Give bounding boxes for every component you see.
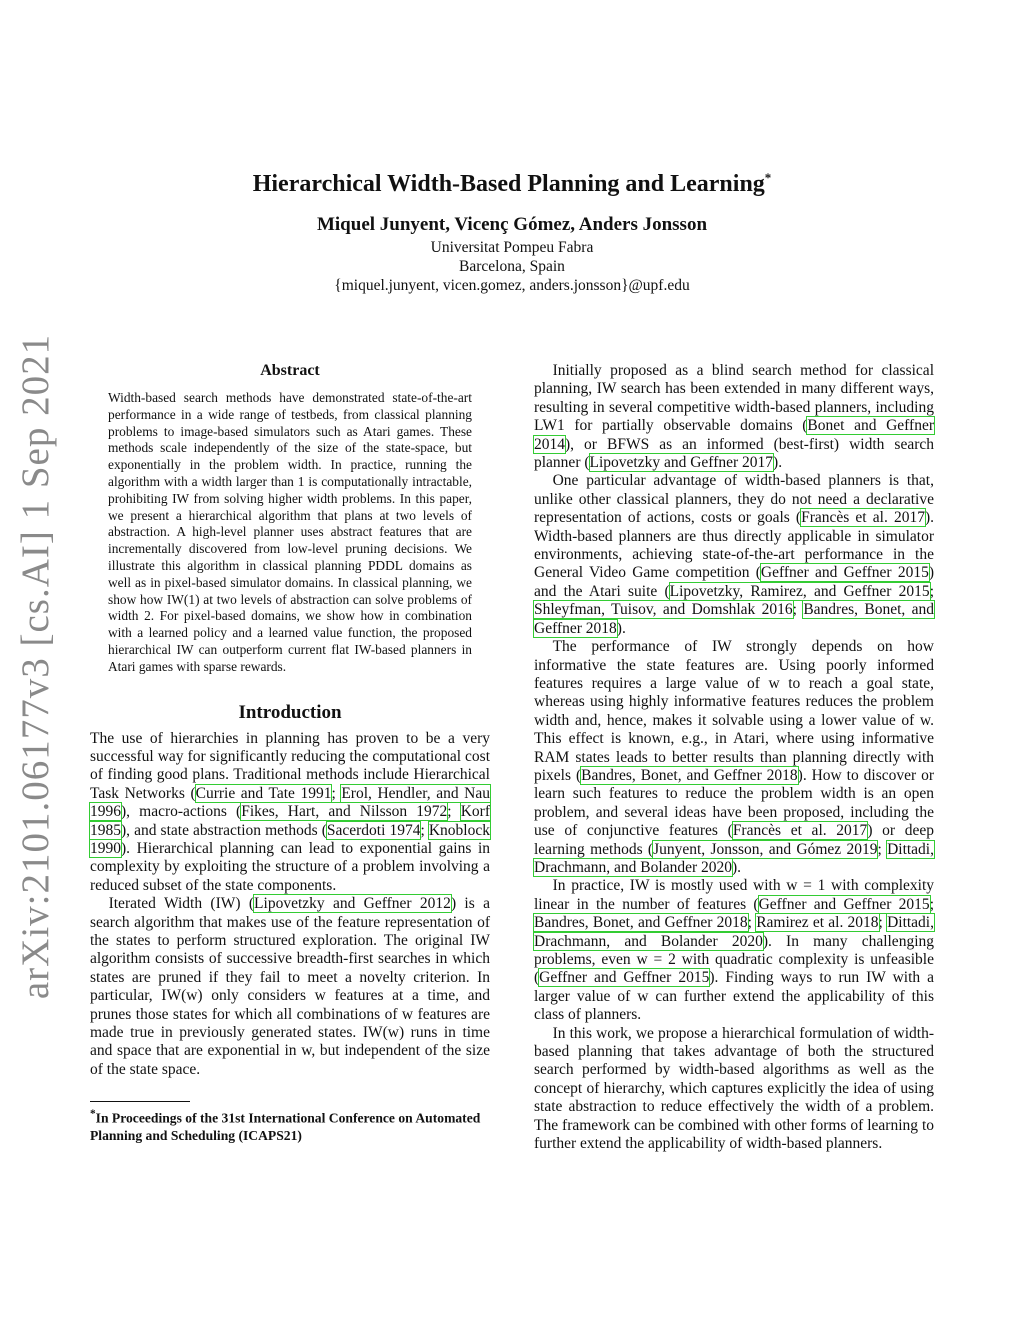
text-run: ; xyxy=(420,821,429,839)
introduction-heading: Introduction xyxy=(238,701,342,723)
text-run: The use of hierarchies in planning has proven to be a very successful way for significantly reducing the computational cost of finding good plans. Traditional methods include Hierarchical Task Networks ( xyxy=(90,729,490,802)
right-paragraph-1 xyxy=(534,362,934,472)
text-run: ). Hierarchical planning can lead to exponential gains in complexity by exploiting the structure of a problem involving a reduced subset of the state components. xyxy=(90,839,490,894)
author-emails: {miquel.junyent, vicen.gomez, anders.jonsson}@upf.edu xyxy=(334,277,690,294)
text-run: The performance of IW strongly depends on how informative the state features are. Using poorly informed features requires a large value of w to reach a goal state, whereas using highly informative features reduces the problem width and, hence, makes it solvable using a lower value of w. This effect is known, e.g., in Atari, where using informative RAM states leads to better results than planning directly with pixels ( xyxy=(534,638,934,784)
text-run: ) or deep learning methods ( xyxy=(534,822,935,858)
citation-link[interactable]: Sacerdoti 1974 xyxy=(326,821,421,839)
citation-link[interactable]: Lipovetzky and Geffner 2012 xyxy=(254,895,451,913)
citation-link[interactable]: Dittadi, Drachmann, and Bolander 2020 xyxy=(534,914,934,950)
text-run: ). xyxy=(773,454,783,472)
right-paragraph-4 xyxy=(534,877,934,1024)
affiliation-location: Barcelona, Spain xyxy=(459,258,565,275)
text-run: ; xyxy=(878,914,888,932)
text-run: ). xyxy=(732,858,742,876)
citation-link[interactable]: Fikes, Hart, and Nilsson 1972 xyxy=(241,803,448,821)
citation-link[interactable]: Geffner and Geffner 2015 xyxy=(539,969,710,987)
paper-title xyxy=(0,160,1024,202)
text-run: ; xyxy=(929,582,934,600)
citation-link[interactable]: Lipovetzky and Geffner 2017 xyxy=(589,454,774,472)
paper-header xyxy=(0,160,1024,295)
left-column xyxy=(90,362,490,1144)
right-paragraph-2 xyxy=(534,472,934,638)
text-run: ). xyxy=(616,619,626,637)
abstract-heading: Abstract xyxy=(260,362,320,379)
title-footnote-mark: * xyxy=(764,170,772,185)
text-run: ). In many challenging problems, even w = 2 with quadratic complexity is unfeasible ( xyxy=(534,932,934,987)
citation-link[interactable]: Bandres, Bonet, and Geffner 2018 xyxy=(534,601,934,637)
footnote-mark: * xyxy=(90,1108,96,1121)
citation-link[interactable]: Erol, Hendler, and Nau 1996 xyxy=(90,784,490,821)
citation-link[interactable]: Bandres, Bonet, and Geffner 2018 xyxy=(534,914,748,932)
text-run: In practice, IW is mostly used with w = 1 with complexity linear in the number of features ( xyxy=(534,877,934,913)
citation-link[interactable]: Knoblock 1990 xyxy=(90,821,490,857)
citation-link[interactable]: Lipovetzky, Ramirez, and Geffner 2015 xyxy=(669,582,930,600)
paper-title-text: Hierarchical Width-Based Planning and Learning xyxy=(252,171,765,197)
citation-link[interactable]: Shleyfman, Tuisov, and Domshlak 2016 xyxy=(534,601,793,619)
text-run: ), or BFWS as an informed (best-first) width search planner ( xyxy=(534,435,934,472)
citation-link[interactable]: Currie and Tate 1991 xyxy=(195,784,332,802)
abstract-text: Width-based search methods have demonstrated state-of-the-art performance in a wide range of testbeds, from classical planning problems to image-based simulators such as Atari games. These methods scale independently of the size of the state-space, but exponentially in the problem width. In practice, running the algorithm with a width larger than 1 is computationally intractable, prohibiting IW from solving higher width problems. In this paper, we present a hierarchical algorithm that plans at two levels of abstraction. A high-level planner uses abstract features that are incrementally discovered from low-level pruning decisions. We illustrate this algorithm in classical planning PDDL domains as well as in pixel-based simulator domains. In classical planning, we show how IW(1) at two levels of abstraction can solve problems of width 2. For pixel-based domains, we show how in combination with a learned policy and a learned value function, the proposed hierarchical IW can outperform current flat IW-based planners in Atari games with sparse rewards. xyxy=(108,390,472,674)
citation-link[interactable]: Junyent, Jonsson, and Gómez 2019 xyxy=(653,840,878,858)
intro-paragraph-1 xyxy=(90,730,490,896)
footnote xyxy=(90,1106,490,1144)
citation-link[interactable]: Francès et al. 2017 xyxy=(732,822,868,840)
arxiv-side-stamp xyxy=(12,333,60,999)
affiliation-institution: Universitat Pompeu Fabra xyxy=(430,239,594,256)
citation-link[interactable]: Francès et al. 2017 xyxy=(801,509,925,527)
citation-link[interactable]: Bandres, Bonet, and Geffner 2018 xyxy=(581,766,798,784)
arxiv-identifier: arXiv:2101.06177v3 [cs.AI] 1 Sep 2021 xyxy=(14,333,58,999)
text-run: ), macro-actions ( xyxy=(121,803,242,821)
text-run: ). How to discover or learn such features to reduce the problem width is an open problem, and several ideas have been proposed, including the use of conjunctive features ( xyxy=(534,766,934,840)
citation-link[interactable]: Ramirez et al. 2018 xyxy=(756,914,879,932)
footnote-divider xyxy=(90,1101,190,1102)
citation-link[interactable]: Geffner and Geffner 2015 xyxy=(760,564,929,582)
right-paragraph-5 xyxy=(534,1025,934,1154)
text-run: ), and state abstraction methods ( xyxy=(121,821,327,839)
text-run: ). Finding ways to run IW with a larger value of w can further extend the applicability of this class of planners. xyxy=(534,969,934,1024)
text-run: ; xyxy=(877,840,888,858)
citation-link[interactable]: Geffner and Geffner 2015 xyxy=(758,895,930,913)
right-column xyxy=(534,362,934,1153)
text-run: Iterated Width (IW) ( xyxy=(108,895,255,913)
text-run: ) and the Atari suite ( xyxy=(534,564,934,600)
intro-paragraph-2 xyxy=(90,895,490,1079)
text-run: Initially proposed as a blind search method for classical planning, IW search has been extended in many different ways, resulting in several competitive width-based planners, including LW1 for partially observable domains ( xyxy=(534,362,934,435)
text-run: ) is a search algorithm that makes use of the feature representation of the states to perform structured exploration. The original IW algorithm consists of successive breadth-first searches in which states are pruned if they fail to meet a novelty criterion. In particular, IW(w) only considers w features at a time, and prunes those states for which all combinations of w features are made true in previously generated states. IW(w) runs in time and space that are exponential in w, but independent of the size of the state space. xyxy=(90,895,490,1078)
citation-link[interactable]: Bonet and Geffner 2014 xyxy=(534,417,935,453)
text-run: ; xyxy=(331,784,342,802)
right-paragraph-3 xyxy=(534,638,934,877)
citation-link[interactable]: Korf 1985 xyxy=(90,803,490,839)
text-run: ; xyxy=(792,601,804,619)
text-run: ; xyxy=(447,803,461,821)
text-run: ; xyxy=(929,895,934,913)
text-run: ; xyxy=(747,914,757,932)
citation-link[interactable]: Dittadi, Drachmann, and Bolander 2020 xyxy=(534,840,934,876)
footnote-text: In Proceedings of the 31st International Conference on Automated Planning and Scheduling (ICAPS21) xyxy=(90,1110,481,1143)
text-run: ). Width-based planners are thus directly applicable in simulator environments, achieving state-of-the-art performance in the General Video Game competition ( xyxy=(534,509,934,582)
text-run: One particular advantage of width-based planners is that, unlike other classical planners, they do not need a declarative representation of actions, costs or goals ( xyxy=(534,472,934,527)
text-run: In this work, we propose a hierarchical formulation of width-based planning that takes advantage of both the structured search performed by width-based algorithms as well as the concept of hierarchy, which captures explicitly the idea of using state abstraction to reduce effectively the width of a problem. The framework can be combined with other forms of learning to further extend the applicability of width-based planners. xyxy=(534,1024,934,1153)
author-list: Miquel Junyent, Vicenç Gómez, Anders Jonsson xyxy=(316,214,708,235)
